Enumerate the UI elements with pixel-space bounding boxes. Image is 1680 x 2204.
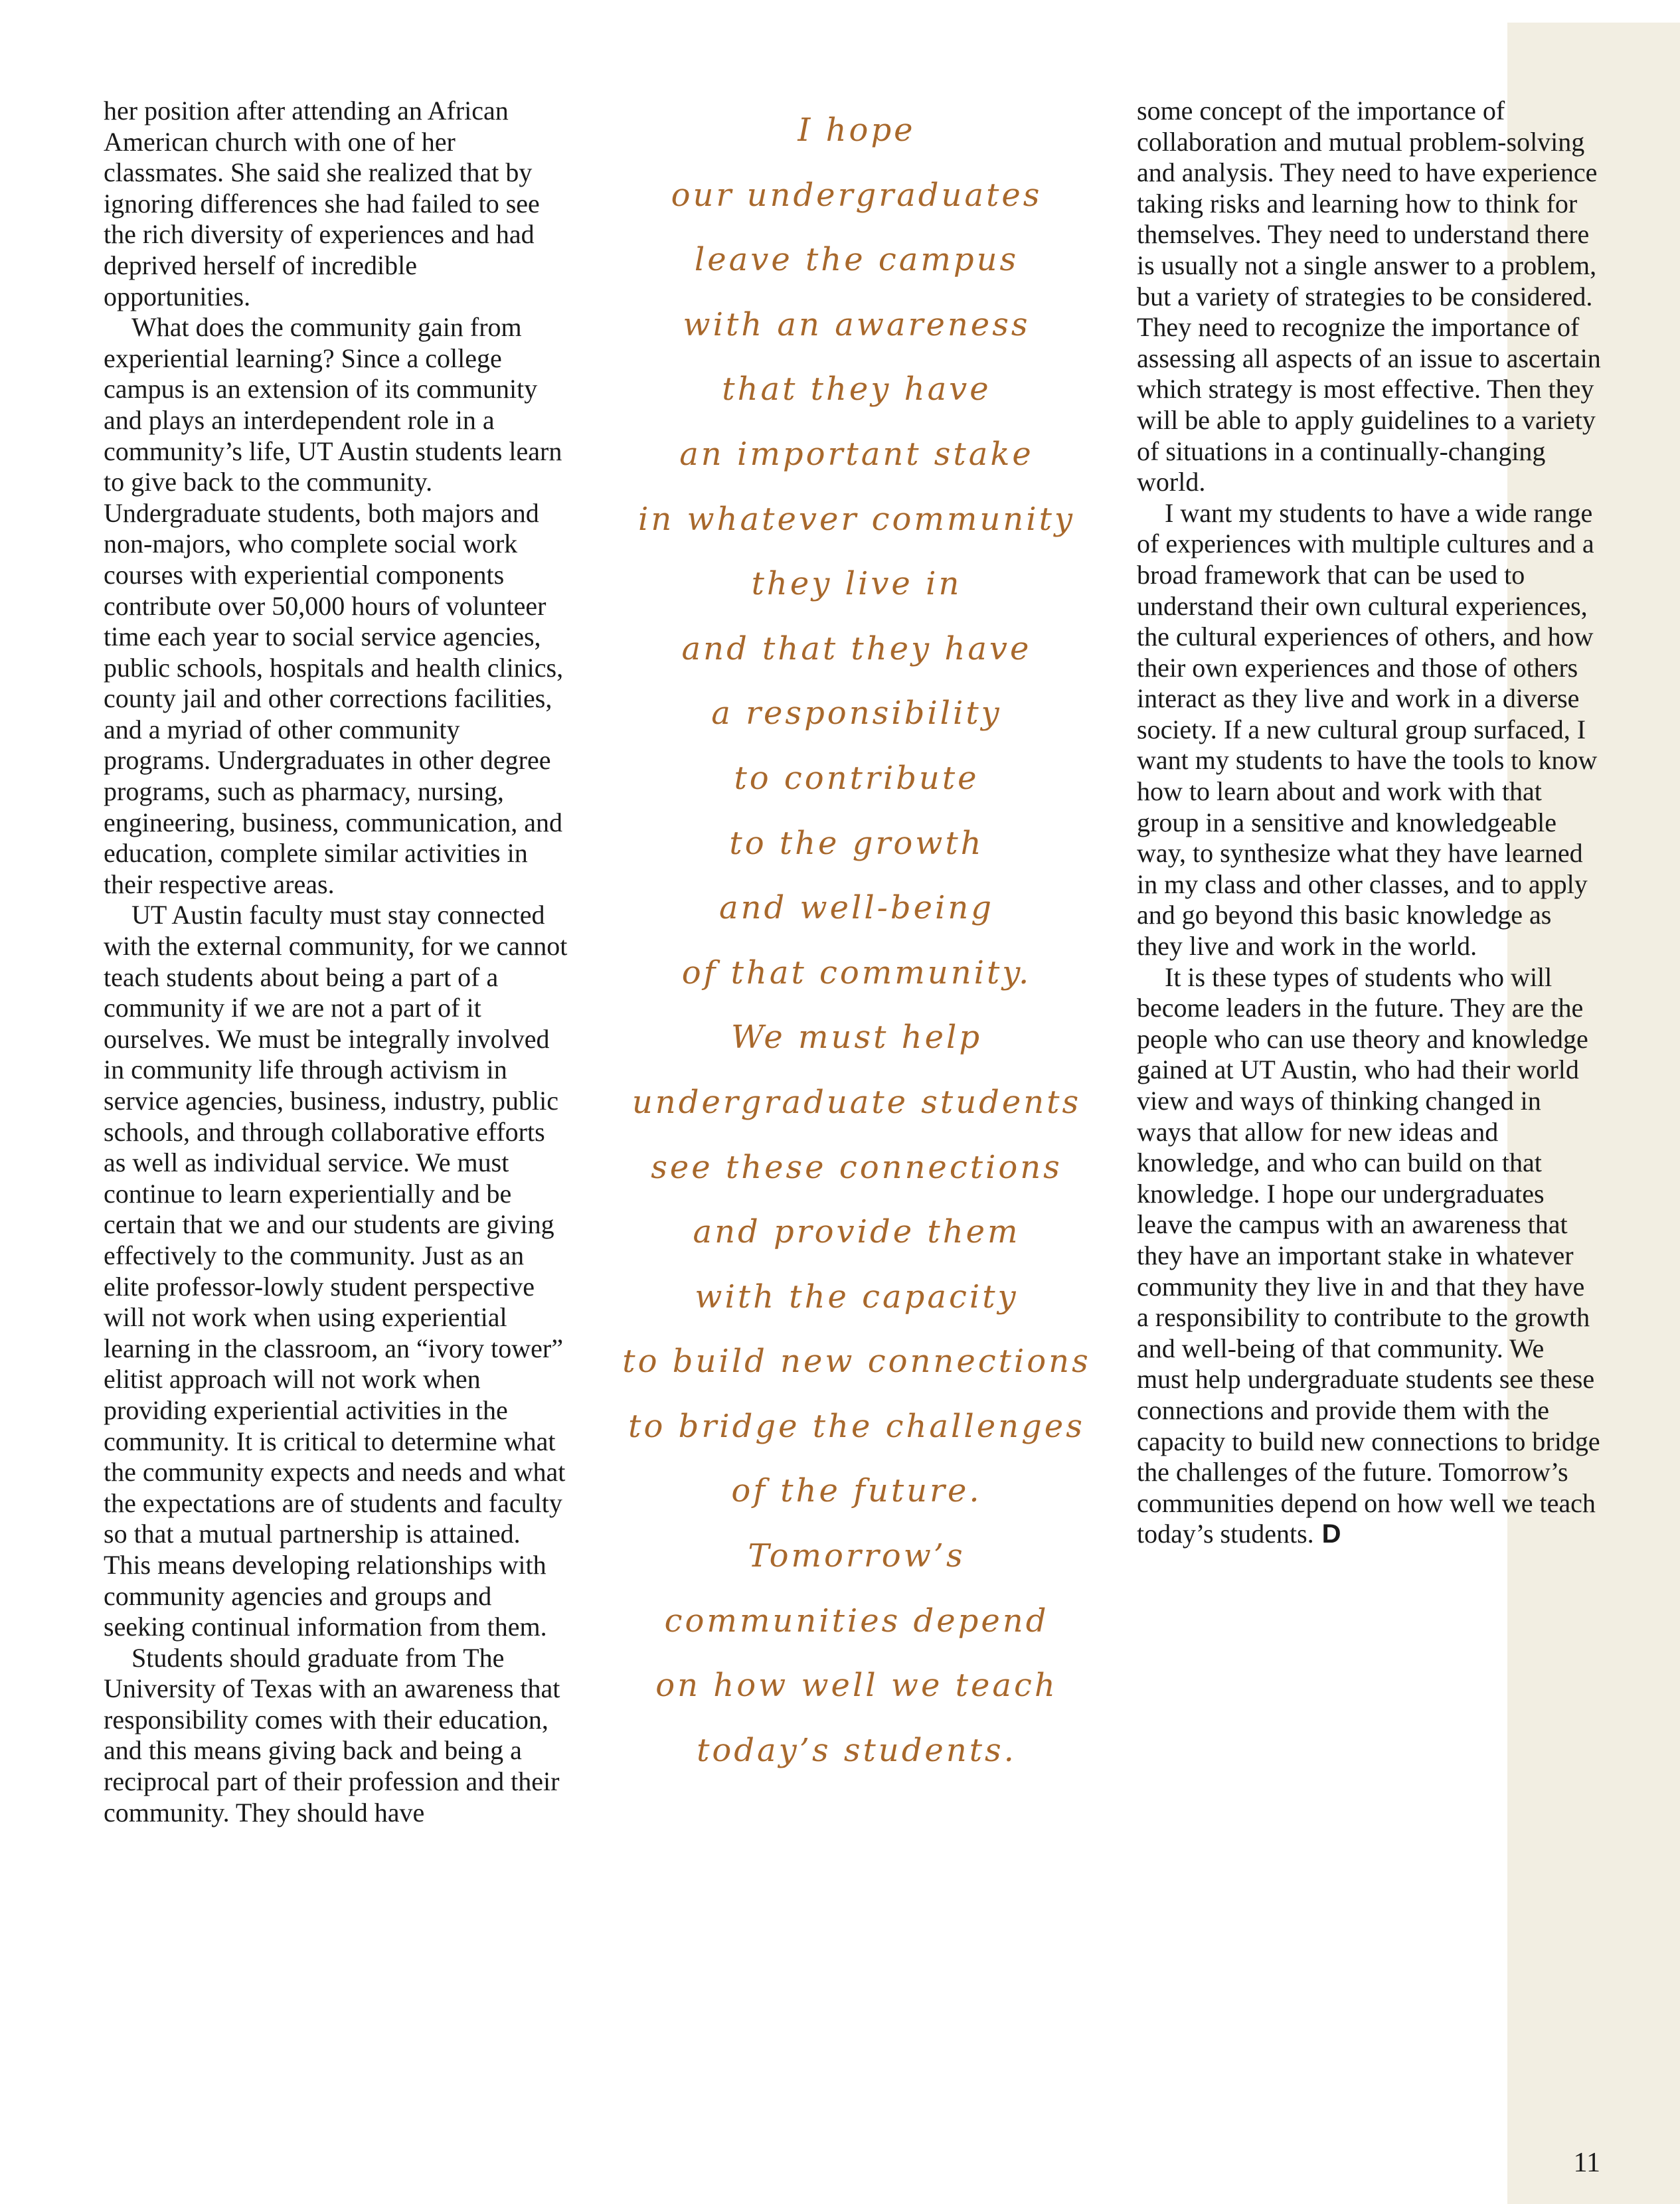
quote-line: to contribute <box>734 759 979 797</box>
quote-line: a responsibility <box>711 695 1002 732</box>
left-text-column <box>104 96 568 1828</box>
quote-line: We must help <box>730 1019 983 1057</box>
quote-line: and well-being <box>718 889 995 927</box>
quote-line: of that community. <box>681 954 1032 991</box>
end-mark-icon: D <box>1321 1519 1341 1549</box>
right-paragraph-3 <box>1137 962 1602 1550</box>
left-paragraph-3: UT Austin faculty must stay connected with the external community, for we cannot teach students about being a part of a community if we are not a part of it ourselves. We must be integrally involved in community life through activism in service agencies, business, industry, public schools, and through collaborative efforts as well as individual service. We must continue to learn experientially and be certain that we and our students are giving effectively to the community. Just as an elite professor-lowly student perspective will not work when using experiential learning in the classroom, an “ivory tower” elitist approach will not work when providing experiential activities in the community. It is critical to determine what the community expects and needs and what the expectations are of students and faculty so that a mutual partnership is attained. This means developing relationships with community agencies and groups and seeking continual information from them. <box>104 900 568 1642</box>
right-paragraph-3-text: It is these types of students who will become leaders in the future. They are the people who can use theory and knowledge gained at UT Austin, who had their world view and ways of thinking changed in ways that allow for new ideas and knowledge, and who can build on that knowledge. I hope our undergraduates leave the campus with an awareness that they have an important stake in whatever community they live in and that they have a responsibility to contribute to the growth and well-being of that community. We must help undergraduate students see these connections and provide them with the capacity to build new connections to bridge the challenges of the future. Tomorrow’s communities depend on how well we teach today’s students. <box>1137 962 1600 1549</box>
quote-line: communities depend <box>664 1602 1049 1640</box>
quote-line: that they have <box>722 371 991 408</box>
quote-line: in whatever community <box>638 500 1075 538</box>
quote-line: an important stake <box>679 435 1034 473</box>
quote-line: our undergraduates <box>671 176 1043 214</box>
quote-line: see these connections <box>651 1148 1062 1186</box>
page-number: 11 <box>1573 2148 1600 2178</box>
quote-line: and that they have <box>681 630 1032 667</box>
quote-line: to build new connections <box>622 1343 1091 1381</box>
right-paragraph-2: I want my students to have a wide range of experiences with multiple cultures and a broad framework that can be used to understand their own cultural experiences, the cultural experiences of others, and how their own experiences and those of others interact as they live and work in a diverse society. If a new cultural group surfaced, I want my students to have the tools to know how to learn about and work with that group in a sensitive and knowledgeable way, to synthesize what they have learned in my class and other classes, and to apply and go beyond this basic knowledge as they live and work in the world. <box>1137 497 1598 962</box>
quote-line: to the growth <box>729 824 984 862</box>
quote-line: Tomorrow’s <box>748 1537 966 1575</box>
quote-line: with an awareness <box>683 305 1031 343</box>
quote-line: to bridge the challenges <box>628 1407 1085 1445</box>
quote-line: undergraduate students <box>631 1083 1082 1121</box>
right-paragraph-1: some concept of the importance of collaboration and mutual problem-solving and analysis. They need to have experience taking risks and learning how to think for themselves. They need to understand there is usually not a single answer to a problem, but a variety of strategies to be considered. They need to recognize the importance of assessing all aspects of an issue to ascertain which strategy is most effective. Then they will be able to apply guidelines to a variety of situations in a continually-changing world. <box>1137 96 1601 497</box>
left-paragraph-1: her position after attending an African American church with one of her classmates. She said she realized that by ignoring differences she had failed to see the rich diversity of experiences and had deprived herself of incredible opportunities. <box>104 96 540 311</box>
quote-line: I hope <box>798 112 916 149</box>
left-paragraph-4: Students should graduate from The University of Texas with an awareness that responsibility comes with their education, and this means giving back and being a reciprocal part of their profession and their community. They should have <box>104 1642 560 1827</box>
quote-line: leave the campus <box>694 241 1019 279</box>
calligraphy-pull-quote <box>598 98 1116 1783</box>
quote-line: today’s students. <box>697 1731 1017 1769</box>
right-text-column <box>1137 96 1602 1550</box>
quote-line: and provide them <box>693 1213 1021 1251</box>
quote-line: on how well we teach <box>655 1667 1058 1705</box>
left-paragraph-2: What does the community gain from experiential learning? Since a college campus is an extension of its community and plays an interdependent role in a community’s life, UT Austin students learn to give back to the community. Undergraduate students, both majors and non-majors, who complete social work courses with experiential components contribute over 50,000 hours of volunteer time each year to social service agencies, public schools, hospitals and health clinics, county jail and other corrections facilities, and a myriad of other community programs. Undergraduates in other degree programs, such as pharmacy, nursing, engineering, business, communication, and education, complete similar activities in their respective areas. <box>104 312 564 899</box>
quote-line: of the future. <box>731 1472 982 1510</box>
quote-line: they live in <box>751 565 962 603</box>
quote-line: with the capacity <box>695 1278 1019 1315</box>
